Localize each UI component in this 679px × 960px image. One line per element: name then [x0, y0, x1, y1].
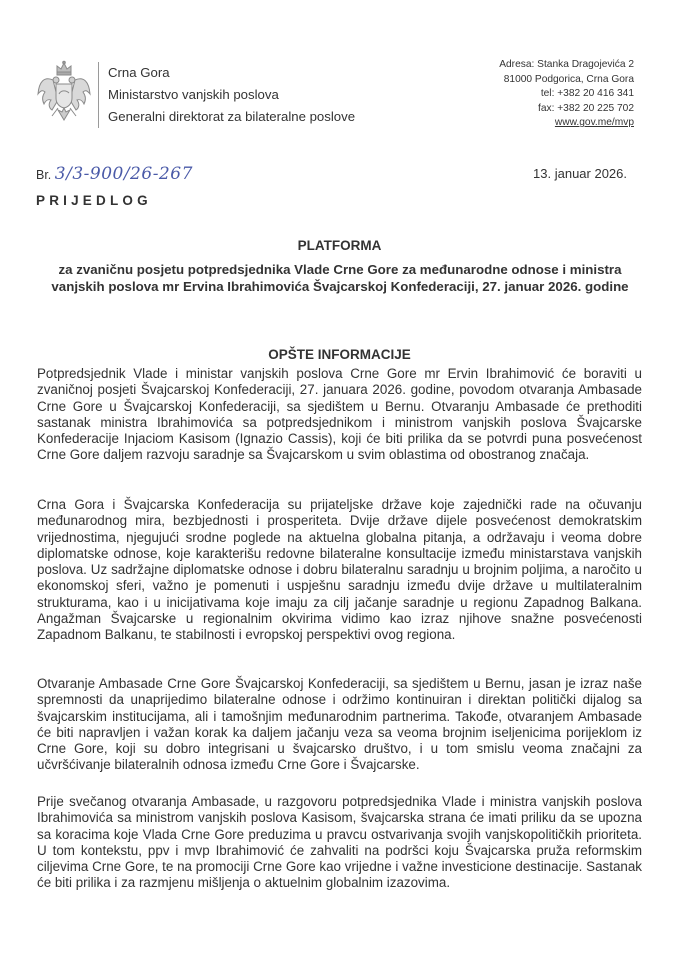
document-subtitle: za zvaničnu posjetu potpredsjednika Vlade Crne Gore za međunarodne odnose i ministra vanjskih poslova mr Ervina Ibrahimovića Švajcarskoj Konfederaciji, 27. januar 2026. godine — [51, 262, 629, 294]
contact-block — [499, 58, 634, 131]
org-directorate: Generalni direktorat za bilateralne poslove — [108, 109, 356, 124]
reference-handwritten: 3/3-900/26-267 — [54, 164, 193, 184]
document-date: 13. januar 2026. — [533, 166, 627, 181]
contact-address-line1: Adresa: Stanka Dragojevića 2 — [499, 59, 634, 70]
paragraph-text: Otvaranje Ambasade Crne Gore Švajcarskoj Konfederaciji, sa sjedištem u Bernu, jasan je izraz naše spremnosti da unaprijedimo bilateralne odnose i održimo kontinuiran i direktan politički dijalog sa švajcarskim institucijama, ali i tamošnjim međunarodnim partnerima. Takođe, otvaranjem Ambasade će biti napravljen i važan korak ka daljem jačanju veza sa veoma brojnim iseljenicima porijeklom iz Crne Gore, koji su dobro integrisani u švajcarsko društvo, i u tom smislu veoma značajni za učvršćivanje bilateralnih odnosa između Crne Gore i Švajcarske. — [37, 676, 642, 773]
paragraph-4 — [37, 794, 642, 892]
website-link[interactable]: www.gov.me/mvp — [554, 117, 634, 128]
org-ministry: Ministarstvo vanjskih poslova — [108, 87, 279, 102]
contact-address-line2: 81000 Podgorica, Crna Gora — [503, 73, 634, 85]
paragraph-2 — [37, 497, 642, 644]
organization-block — [108, 62, 355, 128]
reference-label: Br. — [36, 168, 52, 182]
reference-number — [36, 164, 193, 184]
montenegro-coat-of-arms-icon — [36, 60, 92, 128]
org-country: Crna Gora — [108, 65, 170, 80]
document-title: PLATFORMA — [297, 238, 382, 253]
contact-fax: fax: +382 20 225 702 — [537, 102, 634, 114]
paragraph-3 — [37, 676, 642, 774]
paragraph-text: Prije svečanog otvaranja Ambasade, u razgovoru potpredsjednika Vlade i ministra vanjskih poslova Ibrahimovića sa ministrom vanjskih poslova Kasisom, švajcarska strana će imati priliku da se upozna sa koracima koje Vlada Crne Gore preduzima u pravcu ostvarivanja svojih vanjskopolitičkih prioriteta. U tom kontekstu, ppv i mvp Ibrahimović će zahvaliti na podršci koju Švajcarska pruža reformskim ciljevima Crne Gore, te na promociji Crne Gore kao vrijedne i važne investicione destinacije. Sastanak će biti prilika i za razmjenu mišljenja o aktuelnim globalnim izazovima. — [37, 794, 642, 891]
contact-tel: tel: +382 20 416 341 — [540, 88, 634, 99]
section-heading: OPŠTE INFORMACIJE — [268, 347, 411, 362]
document-type: PRIJEDLOG — [36, 193, 152, 208]
paragraph-1 — [37, 366, 642, 464]
paragraph-text: Potpredsjednik Vlade i ministar vanjskih poslova Crne Gore mr Ervin Ibrahimović će boraviti u zvaničnoj posjeti Švajcarskoj Konfederaciji, 27. januara 2026. godine, povodom otvaranja Ambasade Crne Gore u Švajcarskoj Konfederaciji, sa sjedištem u Bernu. Otvaranju Ambasade će prethoditi sastanak ministra Ibrahimovića sa potpredsjednikom i ministrom vanjskih poslova Švajcarske Konfederacije Injaciom Kasisom (Ignazio Cassis), koji će biti prilika da se potvrdi puna posvećenost Crne Gore daljem razvoju saradnje sa Švajcarskom u svim oblastima od obostranog značaja. — [37, 366, 642, 463]
header-divider — [98, 62, 99, 128]
paragraph-text: Crna Gora i Švajcarska Konfederacija su prijateljske države koje zajednički rade na očuvanju međunarodnog mira, bezbjednosti i prosperiteta. Dvije države dijele posvećenost demokratskim vrijednostima, njegujući srodne poglede na aktuelna globalna pitanja, a održavaju i veoma dobre diplomatske odnose, koje karakterišu redovne bilateralne konsultacije između ministarstava vanjskih poslova. Uz sadržajne diplomatske odnose i dobru bilateralnu saradnju u brojnim poljima, a naročito u ekonomskoj sferi, važno je pomenuti i uspješnu saradnju između dvije države u multilateralnim strukturama, kao i u inicijativama koje imaju za cilj jačanje saradnje u regionu Zapadnog Balkana. Angažman Švajcarske u regionalnim okvirima vidimo kao izraz njihove snažne posvećenosti Zapadnom Balkanu, te stabilnosti i evropskoj perspektivi ovog regiona. — [37, 497, 642, 643]
